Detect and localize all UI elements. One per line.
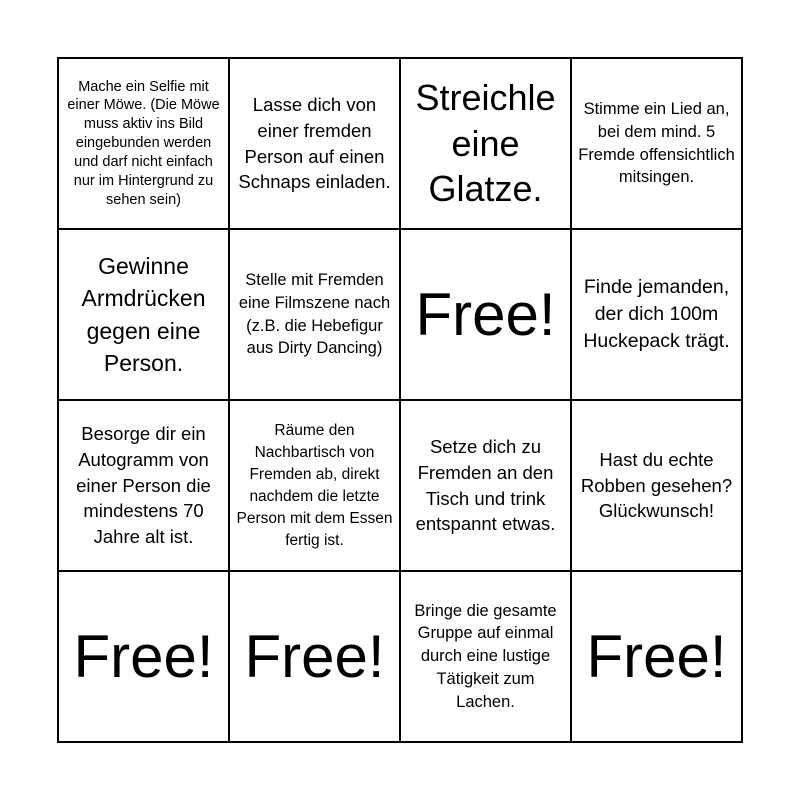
bingo-cell-r1c4[interactable]: [571, 58, 742, 229]
cell-text: Setze dich zu Fremden an den Tisch und trink entspannt etwas.: [415, 435, 556, 535]
bingo-cell-r4c3[interactable]: [400, 571, 571, 742]
cell-text: Stelle mit Fremden eine Filmszene nach (z.B. die Hebefigur aus Dirty Dancing): [238, 270, 391, 358]
free-space-label: Free!: [244, 622, 385, 690]
cell-text: Räume den Nachbartisch von Fremden ab, direkt nachdem die letzte Person mit dem Essen fertig ist.: [236, 421, 393, 549]
cell-text: Streichle eine Glatze.: [415, 76, 556, 210]
bingo-cell-r3c1[interactable]: [58, 400, 229, 571]
free-space-label: Free!: [586, 622, 727, 690]
bingo-cell-r1c1[interactable]: [58, 58, 229, 229]
cell-text: Stimme ein Lied an, bei dem mind. 5 Fremde offensichtlich mitsingen.: [578, 99, 735, 187]
cell-text: Bringe die gesamte Gruppe auf einmal durch eine lustige Tätigkeit zum Lachen.: [414, 601, 557, 711]
cell-text: Hast du echte Robben gesehen? Glückwunsch!: [580, 448, 733, 522]
bingo-cell-r3c3[interactable]: [400, 400, 571, 571]
cell-text: Mache ein Selfie mit einer Möwe. (Die Möwe muss aktiv ins Bild eingebunden werden und darf nicht einfach nur im Hintergrund zu sehen sein): [67, 78, 220, 208]
bingo-cell-r1c3[interactable]: [400, 58, 571, 229]
bingo-cell-r2c3-free[interactable]: [400, 229, 571, 400]
cell-text: Besorge dir ein Autogramm von einer Person die mindestens 70 Jahre alt ist.: [76, 422, 211, 548]
free-space-label: Free!: [415, 280, 556, 348]
bingo-cell-r2c2[interactable]: [229, 229, 400, 400]
bingo-cell-r4c2-free[interactable]: [229, 571, 400, 742]
bingo-cell-r2c4[interactable]: [571, 229, 742, 400]
bingo-cell-r3c4[interactable]: [571, 400, 742, 571]
cell-text: Finde jemanden, der dich 100m Huckepack trägt.: [583, 275, 730, 353]
cell-text: Gewinne Armdrücken gegen eine Person.: [81, 253, 206, 376]
bingo-cell-r4c1-free[interactable]: [58, 571, 229, 742]
bingo-card: [57, 57, 743, 743]
free-space-label: Free!: [73, 622, 214, 690]
bingo-cell-r3c2[interactable]: [229, 400, 400, 571]
bingo-cell-r4c4-free[interactable]: [571, 571, 742, 742]
bingo-cell-r2c1[interactable]: [58, 229, 229, 400]
bingo-cell-r1c2[interactable]: [229, 58, 400, 229]
cell-text: Lasse dich von einer fremden Person auf einen Schnaps einladen.: [238, 93, 391, 193]
